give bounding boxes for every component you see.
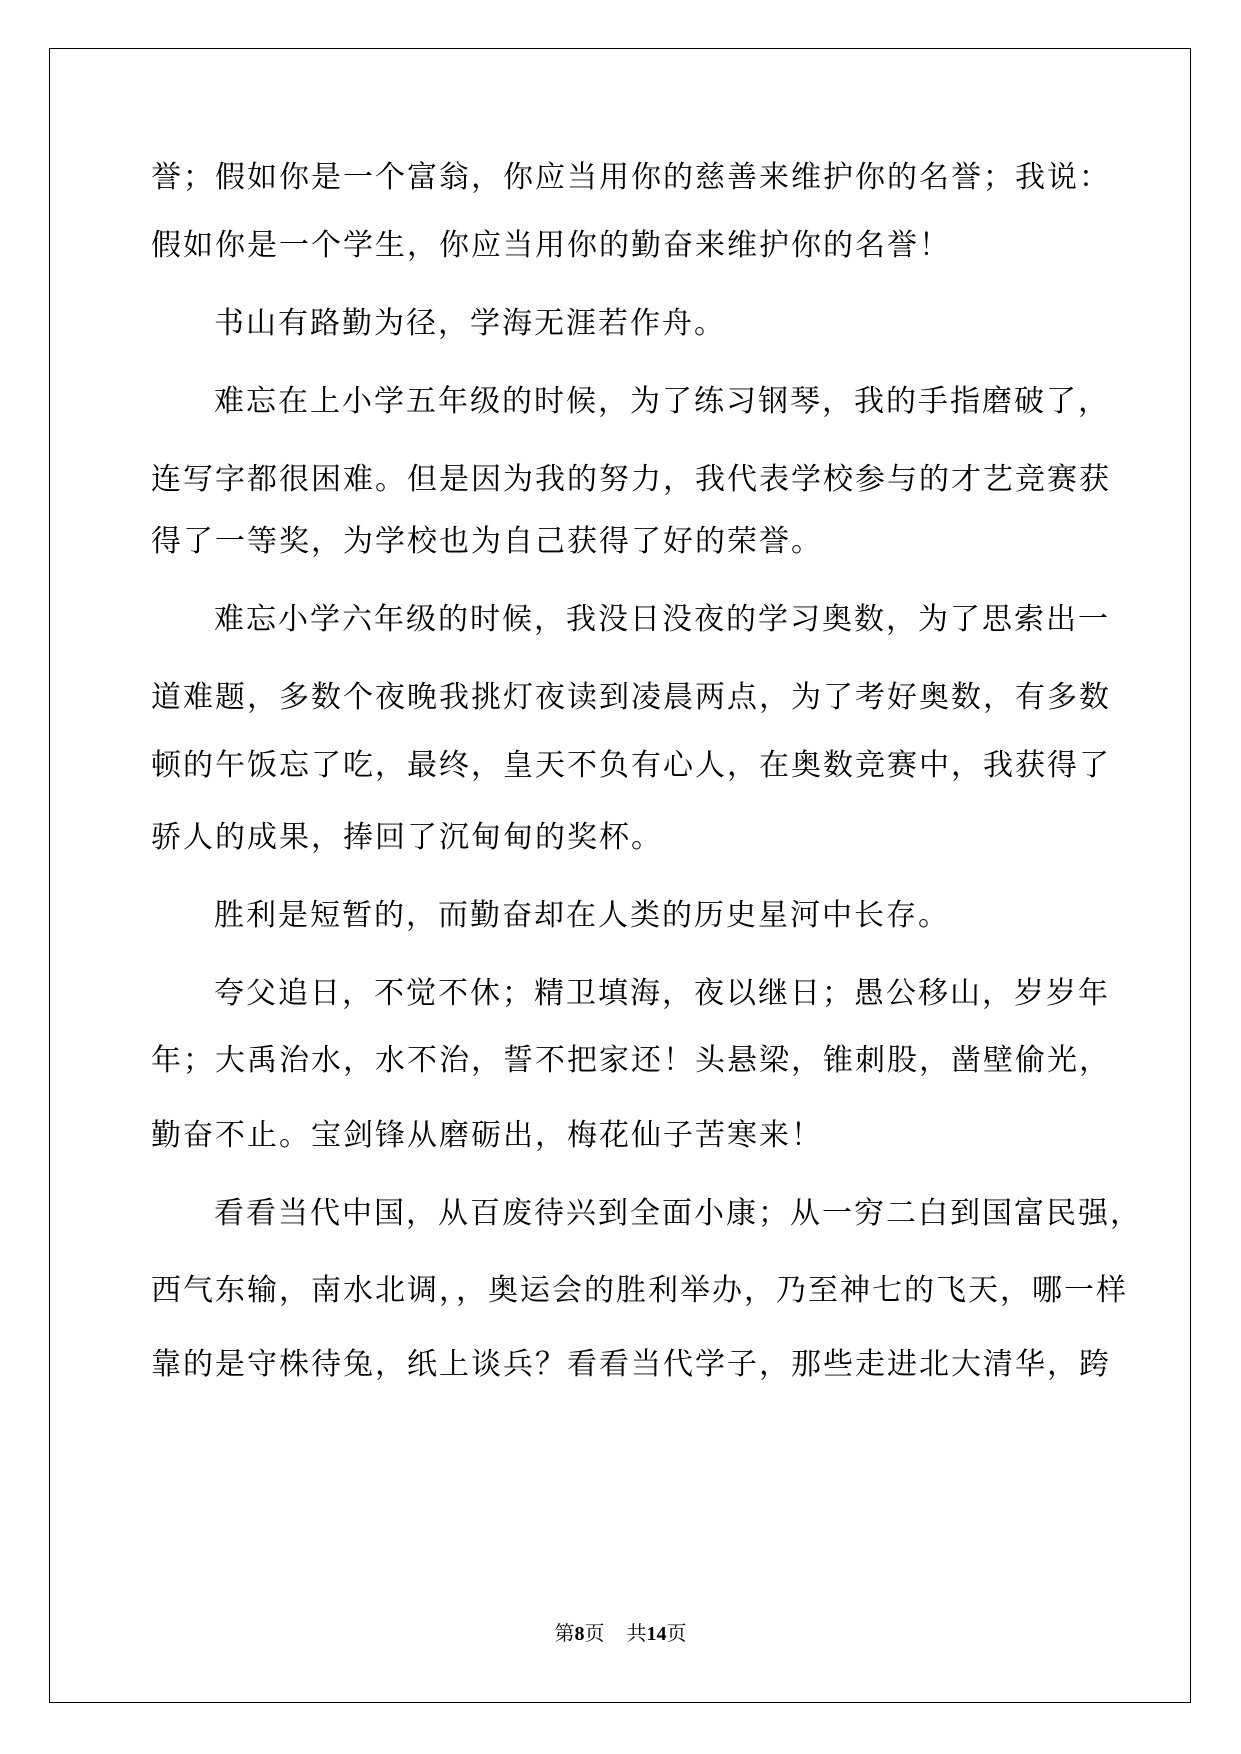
text-line: 胜利是短暂的，而勤奋却在人类的历史星河中长存。 bbox=[214, 898, 950, 933]
text-line: 夸父追日，不觉不休；精卫填海，夜以继日；愚公移山，岁岁年 bbox=[214, 976, 1110, 1011]
text-line: 难忘小学六年级的时候，我没日没夜的学习奥数，为了思索出一 bbox=[214, 602, 1110, 637]
page-number: 8 bbox=[574, 1623, 585, 1645]
text-line: 假如你是一个学生，你应当用你的勤奋来维护你的名誉！ bbox=[151, 228, 951, 263]
text-line: 年；大禹治水，水不治，誓不把家还！头悬梁，锥刺股，凿壁偷光， bbox=[151, 1043, 1111, 1078]
page-border bbox=[49, 48, 1191, 1703]
text-line: 西气东输，南水北调，，奥运会的胜利举办，乃至神七的飞天，哪一样 bbox=[151, 1273, 1128, 1308]
text-line: 连写字都很困难。但是因为我的努力，我代表学校参与的才艺竞赛获 bbox=[151, 462, 1111, 497]
footer-total-prefix: 共 bbox=[626, 1623, 647, 1645]
text-line: 勤奋不止。宝剑锋从磨砺出，梅花仙子苦寒来！ bbox=[151, 1118, 823, 1153]
text-line: 书山有路勤为径，学海无涯若作舟。 bbox=[214, 306, 726, 341]
text-line: 誉；假如你是一个富翁，你应当用你的慈善来维护你的名誉；我说： bbox=[151, 160, 1111, 195]
footer-page-suffix: 页 bbox=[584, 1623, 605, 1645]
text-line: 看看当代中国，从百废待兴到全面小康；从一穷二白到国富民强， bbox=[214, 1196, 1142, 1231]
text-line: 得了一等奖，为学校也为自己获得了好的荣誉。 bbox=[151, 524, 823, 559]
text-line: 靠的是守株待兔，纸上谈兵？看看当代学子，那些走进北大清华，跨 bbox=[151, 1347, 1111, 1382]
footer-prefix: 第 bbox=[554, 1623, 575, 1645]
footer-total-suffix: 页 bbox=[666, 1623, 687, 1645]
total-pages: 14 bbox=[646, 1623, 667, 1645]
text-line: 难忘在上小学五年级的时候，为了练习钢琴，我的手指磨破了， bbox=[214, 384, 1110, 419]
text-line: 道难题，多数个夜晚我挑灯夜读到凌晨两点，为了考好奥数，有多数 bbox=[151, 680, 1111, 715]
text-line: 顿的午饭忘了吃，最终，皇天不负有心人，在奥数竞赛中，我获得了 bbox=[151, 748, 1111, 783]
text-line: 骄人的成果，捧回了沉甸甸的奖杯。 bbox=[151, 820, 663, 855]
page-footer bbox=[0, 1622, 1241, 1646]
